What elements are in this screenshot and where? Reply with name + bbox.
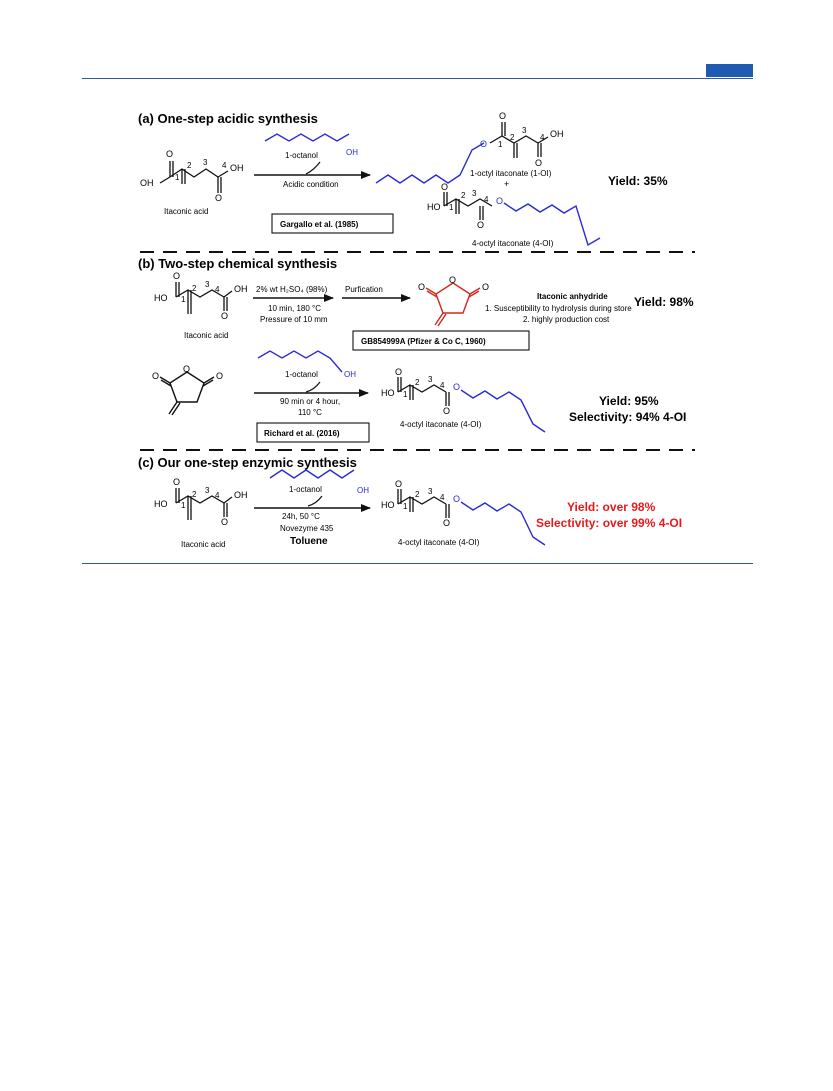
atom-label: HO bbox=[427, 202, 441, 212]
atom-label: HO bbox=[381, 388, 395, 398]
atom-label: O bbox=[441, 182, 449, 192]
itaconic-acid-structure-a bbox=[160, 161, 228, 193]
carbon-number: 4 bbox=[540, 133, 545, 142]
panel-b-title: (b) Two-step chemical synthesis bbox=[138, 256, 338, 271]
carbon-number: 3 bbox=[428, 487, 433, 496]
atom-label: OH bbox=[230, 163, 244, 173]
reference-b1: GB854999A (Pfizer & Co C, 1960) bbox=[361, 337, 486, 346]
carbon-number: 4 bbox=[440, 493, 445, 502]
octanol-chain-c bbox=[270, 470, 354, 478]
atom-label: O bbox=[418, 282, 426, 292]
panel-c-title: (c) Our one-step enzymic synthesis bbox=[138, 455, 357, 470]
yield-a: Yield: 35% bbox=[608, 174, 668, 188]
step3-condition-1: 90 min or 4 hour, bbox=[280, 397, 341, 406]
carbon-number: 1 bbox=[449, 203, 454, 212]
anhydride-reactant-structure bbox=[160, 372, 214, 415]
atom-label: HO bbox=[154, 499, 168, 509]
atom-label: O bbox=[221, 517, 229, 527]
curved-arrow-a bbox=[306, 162, 320, 174]
atom-label: O bbox=[499, 111, 507, 121]
carbon-number: 2 bbox=[415, 490, 420, 499]
note-2: 2. highly production cost bbox=[523, 315, 610, 324]
carbon-number: 2 bbox=[510, 133, 515, 142]
carbon-number: 1 bbox=[403, 502, 408, 511]
atom-label: O bbox=[449, 275, 457, 285]
selectivity-b2: Selectivity: 94% 4-OI bbox=[569, 410, 687, 424]
reactant-label-b: Itaconic acid bbox=[184, 331, 229, 340]
carbon-number: 1 bbox=[181, 501, 186, 510]
atom-label: O bbox=[173, 271, 181, 281]
carbon-number: 3 bbox=[205, 486, 210, 495]
yield-b2: Yield: 95% bbox=[599, 394, 659, 408]
condition-c-1: 24h, 50 °C bbox=[282, 512, 320, 521]
itaconic-anhydride-structure bbox=[426, 283, 480, 326]
atom-label: O bbox=[216, 371, 224, 381]
reagent-label-a: 1-octanol bbox=[285, 151, 318, 160]
atom-label: HO bbox=[381, 500, 395, 510]
atom-label: OH bbox=[550, 129, 564, 139]
atom-label: O bbox=[496, 196, 504, 206]
reference-a: Gargallo et al. (1985) bbox=[280, 220, 359, 229]
atom-label: HO bbox=[154, 293, 168, 303]
carbon-number: 3 bbox=[428, 375, 433, 384]
carbon-number: 2 bbox=[187, 161, 192, 170]
carbon-number: 1 bbox=[498, 140, 503, 149]
reactant-label-c: Itaconic acid bbox=[181, 540, 226, 549]
product2-label-a: 4-octyl itaconate (4-OI) bbox=[472, 239, 554, 248]
carbon-number: 1 bbox=[181, 295, 186, 304]
panel-b bbox=[138, 256, 694, 442]
carbon-number: 3 bbox=[522, 126, 527, 135]
carbon-number: 4 bbox=[222, 161, 227, 170]
yield-b1: Yield: 98% bbox=[634, 295, 694, 309]
carbon-number: 4 bbox=[215, 491, 220, 500]
atom-label: OH bbox=[140, 178, 154, 188]
atom-label: O bbox=[453, 494, 461, 504]
carbon-number: 1 bbox=[175, 173, 180, 182]
panel-a bbox=[138, 111, 668, 248]
octanol-chain-b bbox=[258, 351, 342, 372]
atom-label: O bbox=[183, 364, 191, 374]
product1-label-a: 1-octyl itaconate (1-OI) bbox=[470, 169, 552, 178]
panel-c bbox=[138, 455, 682, 549]
curved-arrow-c bbox=[308, 496, 322, 506]
plus-sign-a: + bbox=[504, 179, 510, 189]
atom-label: O bbox=[477, 220, 485, 230]
note-1: 1. Susceptibility to hydrolysis during store bbox=[485, 304, 632, 313]
product-label-b: 4-octyl itaconate (4-OI) bbox=[400, 420, 482, 429]
carbon-number: 1 bbox=[403, 390, 408, 399]
atom-label: O bbox=[221, 311, 229, 321]
atom-label: O bbox=[152, 371, 160, 381]
atom-label: O bbox=[480, 139, 488, 149]
octanol-chain-a bbox=[265, 134, 349, 141]
carbon-number: 4 bbox=[484, 195, 489, 204]
intermediate-label: Itaconic anhydride bbox=[537, 292, 608, 301]
oh-label-a: OH bbox=[346, 148, 358, 157]
carbon-number: 2 bbox=[415, 378, 420, 387]
selectivity-c: Selectivity: over 99% 4-OI bbox=[536, 516, 683, 530]
condition-c-3: Toluene bbox=[290, 536, 328, 547]
atom-label: O bbox=[173, 477, 181, 487]
atom-label: O bbox=[482, 282, 490, 292]
atom-label: O bbox=[443, 406, 451, 416]
carbon-number: 3 bbox=[472, 189, 477, 198]
step1-condition-3: Pressure of 10 mm bbox=[260, 315, 328, 324]
atom-label: O bbox=[166, 149, 174, 159]
atom-label: O bbox=[535, 158, 543, 168]
atom-label: O bbox=[395, 479, 403, 489]
carbon-number: 2 bbox=[192, 284, 197, 293]
atom-label: O bbox=[395, 367, 403, 377]
reagent-label-b: 1-octanol bbox=[285, 370, 318, 379]
step2-label: Purfication bbox=[345, 285, 383, 294]
atom-label: O bbox=[215, 193, 223, 203]
carbon-number: 2 bbox=[192, 490, 197, 499]
step1-condition-1: 2% wt H₂SO₄ (98%) bbox=[256, 285, 328, 294]
step1-condition-2: 10 min, 180 °C bbox=[268, 304, 322, 313]
atom-label: O bbox=[453, 382, 461, 392]
carbon-number: 4 bbox=[215, 285, 220, 294]
product-label-c: 4-octyl itaconate (4-OI) bbox=[398, 538, 480, 547]
curved-arrow-b bbox=[306, 382, 320, 392]
reference-b2: Richard et al. (2016) bbox=[264, 429, 340, 438]
carbon-number: 2 bbox=[461, 191, 466, 200]
reactant-label-a: Itaconic acid bbox=[164, 207, 209, 216]
step3-condition-2: 110 °C bbox=[298, 408, 322, 417]
carbon-number: 3 bbox=[205, 280, 210, 289]
atom-label: O bbox=[443, 518, 451, 528]
oh-label-b: OH bbox=[344, 370, 356, 379]
carbon-number: 4 bbox=[440, 381, 445, 390]
reagent-label-c: 1-octanol bbox=[289, 485, 322, 494]
atom-label: OH bbox=[234, 284, 248, 294]
carbon-number: 3 bbox=[203, 158, 208, 167]
atom-label: OH bbox=[234, 490, 248, 500]
panel-a-title: (a) One-step acidic synthesis bbox=[138, 111, 318, 126]
octyl-chain-1oi bbox=[376, 143, 484, 183]
condition-label-a: Acidic condition bbox=[283, 180, 339, 189]
oh-label-c: OH bbox=[357, 486, 369, 495]
condition-c-2: Novezyme 435 bbox=[280, 524, 334, 533]
yield-c: Yield: over 98% bbox=[567, 500, 656, 514]
